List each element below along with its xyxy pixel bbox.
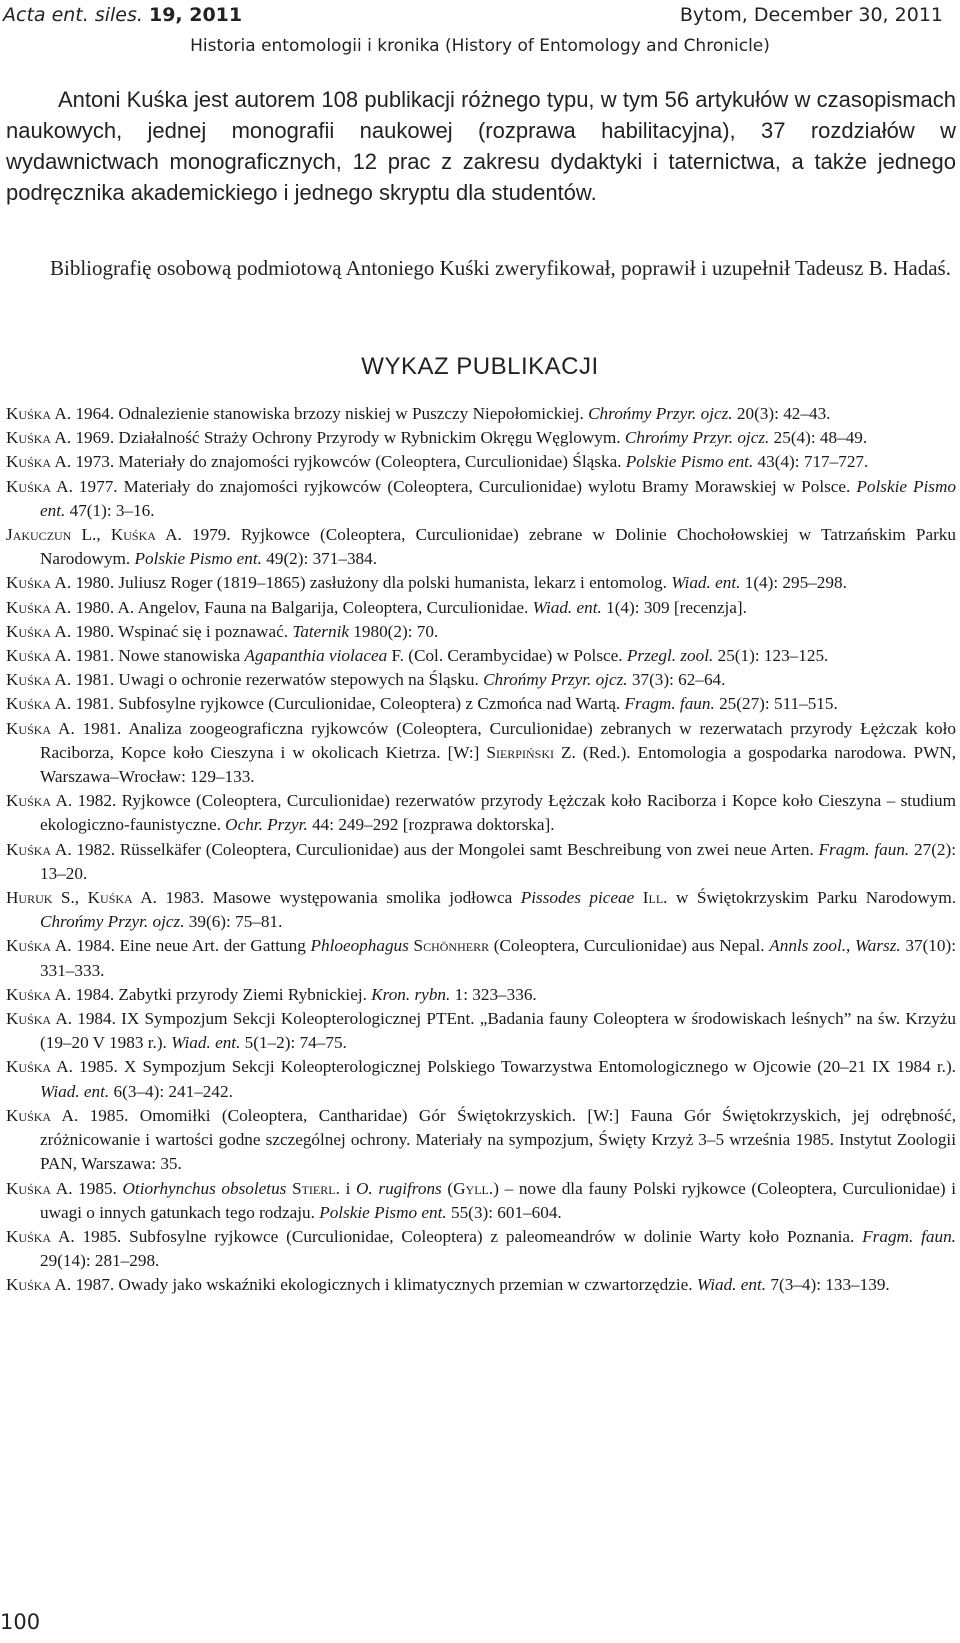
author-name: Kuśka A. — [6, 452, 72, 472]
entry-text: 1(4): 295–298. — [740, 573, 847, 593]
entry-text: 49(2): 371–384. — [261, 549, 378, 569]
author-name: Kuśka A. — [6, 791, 73, 811]
entry-text: 1987. Owady jako wskaźniki ekologicznych i klimatycznych przemian w czwartorzędzie. — [71, 1275, 697, 1295]
entry-text: 1985. X Sympozjum Sekcji Koleopterologicznej Polskiego Towarzystwa Entomologicznego w Ojcowie (20–21 IX 1984 r.). — [72, 1057, 956, 1077]
bibliography-entry — [6, 1225, 956, 1273]
entry-text: 1979. Ryjkowce (Coleoptera, Curculionidae) zebrane w Dolinie Chochołowskiej w Tatrzańskim Parku Narodowym. — [40, 525, 956, 569]
entry-text: 1973. Materiały do znajomości ryjkowców (Coleoptera, Curculionidae) Śląska. — [71, 452, 626, 472]
italic-title: Fragm. faun. — [624, 694, 715, 714]
entry-text — [634, 888, 643, 907]
author-name: Kuśka A. — [6, 1009, 73, 1029]
bibliography-entry — [6, 1104, 956, 1177]
entry-text: i — [339, 1178, 357, 1198]
entry-text: 1980(2): 70. — [348, 621, 439, 641]
entry-text: ( — [441, 1178, 454, 1198]
entry-text: 5(1–2): 74–75. — [240, 1033, 347, 1053]
publication-list-heading: WYKAZ PUBLIKACJI — [361, 353, 599, 380]
entry-text: 37(10): 331–333. — [40, 936, 956, 980]
italic-title: Polskie Pismo ent. — [134, 549, 262, 569]
bibliography-entry — [6, 523, 956, 571]
entry-text: 43(4): 717–727. — [753, 452, 869, 472]
entry-text: (Coleoptera, Curculionidae) aus Nepal. — [489, 936, 770, 956]
entry-text: 1981. Subfosylne ryjkowce (Curculionidae, Coleoptera) z Czmońca nad Wartą. — [71, 694, 625, 714]
italic-title: Wiad. ent. — [40, 1081, 110, 1101]
bibliography-entry — [6, 426, 956, 450]
journal-volume-year: 19, 2011 — [148, 4, 243, 26]
bibliography-entry — [6, 596, 956, 620]
author-name: Kuśka A. — [6, 646, 72, 666]
author-name: Kuśka A. — [6, 1275, 72, 1295]
verification-note-text: Bibliografię osobową podmiotową Antoniego Kuśki zweryfikował, poprawił i uzupełnił Tadeusz B. Hadaś. — [50, 256, 951, 280]
section-title: Historia entomologii i kronika (History of Entomology and Chronicle) — [190, 36, 770, 56]
entry-text: 1980. Wspinać się i poznawać. — [71, 621, 293, 641]
italic-title: Wiad. ent. — [171, 1033, 241, 1053]
author-name: Ill. — [642, 888, 668, 908]
entry-text: 25(4): 48–49. — [769, 428, 868, 448]
entry-text: 1980. A. Angelov, Fauna na Balgarija, Coleoptera, Curculionidae. — [71, 597, 533, 617]
author-name: Gyll. — [453, 1178, 494, 1198]
author-name: Kuśka A. — [6, 621, 72, 641]
author-name: Kuśka A. — [6, 670, 72, 690]
author-name: Stierl. — [292, 1178, 340, 1198]
italic-title: Wiad. ent. — [532, 597, 602, 617]
entry-text: 1984. IX Sympozjum Sekcji Koleopterologicznej PTEnt. „Badania fauny Coleoptera w środowiskach leśnych” na św. Krzyżu (19–20 V 1983 r.). — [40, 1009, 956, 1053]
author-name: Kuśka A. — [6, 984, 72, 1004]
italic-title: Chrońmy Przyr. ojcz. — [483, 670, 628, 690]
author-name: Kuśka A. — [6, 936, 72, 956]
bibliography-entry — [6, 1273, 956, 1297]
italic-title: Kron. rybn. — [371, 984, 451, 1004]
entry-text: (Red.). Entomologia a gospodarka narodowa. PWN, Warszawa–Wrocław: 129–133. — [40, 742, 957, 787]
page-number: 100 — [0, 1610, 41, 1634]
bibliography-entry — [6, 475, 956, 523]
entry-text: 44: 249–292 [rozprawa doktorska]. — [307, 815, 555, 835]
entry-text: 25(27): 511–515. — [714, 694, 838, 714]
journal-reference — [3, 4, 242, 26]
entry-text: 25(1): 123–125. — [713, 646, 829, 666]
journal-name: Acta ent. siles. — [3, 4, 143, 26]
italic-title: Chrońmy Przyr. ojcz. — [40, 912, 185, 932]
entry-text: 1981. Uwagi o ochronie rezerwatów stepowych na Śląsku. — [71, 670, 484, 690]
intro-paragraph — [6, 84, 956, 208]
italic-title: Chrońmy Przyr. ojcz. — [588, 404, 733, 423]
italic-title: Wiad. ent. — [696, 1275, 767, 1295]
bibliography-entry — [6, 789, 956, 837]
entry-text: 1(4): 309 [recenzja]. — [601, 597, 747, 617]
author-name: Kuśka A. — [6, 1226, 75, 1246]
entry-text: 1964. Odnalezienie stanowiska brzozy niskiej w Puszczy Niepołomickiej. — [71, 404, 589, 423]
author-name: Kuśka A. — [6, 1105, 79, 1125]
italic-title: Agapanthia violacea — [244, 646, 388, 666]
entry-text: 1980. Juliusz Roger (1819–1865) zasłużony dla polski humanista, lekarz i entomolog. — [71, 573, 672, 593]
author-name: Kuśka A. — [6, 1057, 73, 1077]
entry-text: , — [96, 525, 111, 545]
entry-text: 55(3): 601–604. — [446, 1202, 562, 1222]
bibliography-entry — [6, 934, 956, 982]
entry-text: 1969. Działalność Straży Ochrony Przyrody w Rybnickim Okręgu Węglowym. — [71, 428, 625, 448]
bibliography-entry — [6, 717, 956, 790]
entry-text: ) – nowe dla fauny Polski ryjkowce (Coleoptera, Curculionidae) i uwagi o innych gatunkach tego rodzaju. — [40, 1178, 957, 1222]
author-name: Kuśka A. — [6, 1178, 73, 1198]
entry-text: 1984. Zabytki przyrody Ziemi Rybnickiej. — [71, 984, 372, 1004]
author-name: Kuśka A. — [6, 694, 72, 714]
italic-title: Fragm. faun. — [818, 839, 910, 859]
page-header — [0, 0, 960, 60]
bibliography-entry — [6, 886, 956, 934]
author-name: Kuśka A. — [6, 839, 72, 859]
author-name: Kuśka A. — [6, 718, 75, 738]
entry-text: 37(3): 62–64. — [627, 670, 726, 690]
italic-title: Chrońmy Przyr. ojcz. — [624, 428, 770, 448]
entry-text: 7(3–4): 133–139. — [766, 1275, 890, 1295]
italic-title: Przegl. zool. — [626, 646, 714, 666]
entry-text: 1982. Ryjkowce (Coleoptera, Curculionidae) rezerwatów przyrody Łężczak koło Raciborza i Kopce koło Cieszyna – studium ekologiczno-faunistyczne. — [40, 791, 956, 835]
bibliography-entry — [6, 620, 956, 644]
entry-text: 47(1): 3–16. — [65, 500, 155, 520]
bibliography-list — [6, 402, 956, 1298]
author-name: Kuśka A. — [110, 525, 182, 545]
entry-text: 1: 323–336. — [450, 984, 537, 1004]
author-name: Kuśka A. — [6, 597, 72, 617]
italic-title: Otiorhynchus obsoletus — [122, 1178, 287, 1198]
entry-text: 1981. Nowe stanowiska — [71, 646, 245, 666]
entry-text: 1985. — [72, 1178, 123, 1198]
bibliography-entry — [6, 402, 956, 426]
entry-text: F. (Col. Cerambycidae) w Polsce. — [387, 646, 627, 666]
entry-text: w Świętokrzyskim Parku Narodowym. — [667, 888, 956, 908]
bibliography-entry — [6, 450, 956, 474]
entry-text: 29(14): 281–298. — [40, 1251, 160, 1271]
bibliography-entry — [6, 692, 956, 716]
bibliography-entry — [6, 1007, 956, 1055]
bibliography-entry — [6, 668, 956, 692]
entry-text: 1985. Subfosylne ryjkowce (Curculionidae, Coleoptera) z paleomeandrów w dolinie Warty koło Poznania. — [74, 1226, 863, 1246]
italic-title: Fragm. faun. — [862, 1226, 956, 1246]
italic-title: O. rugifrons — [356, 1178, 442, 1198]
bibliography-entry — [6, 571, 956, 595]
entry-text: 20(3): 42–43. — [732, 404, 831, 423]
bibliography-entry — [6, 1055, 956, 1103]
author-name: Huruk S. — [6, 888, 75, 908]
entry-text: 1983. Masowe występowania smolika jodłowca — [156, 888, 521, 908]
italic-title: Polskie Pismo ent. — [40, 476, 956, 520]
verification-note — [6, 253, 956, 284]
italic-title: Phloeophagus — [310, 936, 409, 956]
entry-text: 1985. Omomiłki (Coleoptera, Cantharidae) Gór Świętokrzyskich. [W:] Fauna Gór Świętokrzyskich, jej odrębność, zróżnicowanie i wartości godne szczególnej ochrony. Materiały na sympozjum, Święty Krzyż 3–5 września 1985. Instytut Zoologii PAN, Warszawa: 35. — [40, 1105, 956, 1174]
entry-text: , — [74, 888, 88, 908]
entry-text: 27(2): 13–20. — [40, 839, 957, 883]
bibliography-entry — [6, 644, 956, 668]
bibliography-entry — [6, 838, 956, 886]
entry-text: 1977. Materiały do znajomości ryjkowców (Coleoptera, Curculionidae) wylotu Bramy Morawskiej w Polsce. — [72, 476, 857, 496]
author-name: Kuśka A. — [6, 573, 72, 593]
italic-title: Ochr. Przyr. — [225, 815, 308, 835]
italic-title: Wiad. ent. — [671, 573, 741, 593]
author-name: Schönherr — [413, 936, 490, 956]
author-name: Kuśka A. — [87, 888, 157, 908]
italic-title: Pissodes piceae — [520, 888, 635, 908]
publication-place-date: Bytom, December 30, 2011 — [679, 4, 943, 26]
entry-text: 39(6): 75–81. — [184, 912, 283, 932]
entry-text: 1981. Analiza zoogeograficzna ryjkowców (Coleoptera, Curculionidae) zebranych w rezerwatach przyrody Łężczak koło Raciborza, Kopce koło Cieszyna i w okolicach Kietrza. [W:] — [40, 718, 956, 762]
author-name: Sierpiński Z. — [486, 742, 576, 762]
italic-title: Annls zool., Warsz. — [769, 936, 901, 956]
entry-text: 1982. Rüsselkäfer (Coleoptera, Curculionidae) aus der Mongolei samt Beschreibung von zwei neue Arten. — [71, 839, 819, 859]
intro-text: Antoni Kuśka jest autorem 108 publikacji różnego typu, w tym 56 artykułów w czasopismach naukowych, jednej monografii naukowej (rozprawa habilitacyjna), 37 rozdziałów w wydawnictwach monograficznych, 12 prac z zakresu dydaktyki i taternictwa, a także jednego podręcznika akademickiego i jednego skryptu dla studentów. — [6, 87, 956, 205]
bibliography-entry — [6, 983, 956, 1007]
author-name: Kuśka A. — [6, 404, 72, 423]
entry-text: 1984. Eine neue Art. der Gattung — [71, 936, 311, 956]
author-name: Kuśka A. — [6, 428, 72, 448]
italic-title: Polskie Pismo ent. — [319, 1202, 447, 1222]
entry-text: 6(3–4): 241–242. — [109, 1081, 233, 1101]
italic-title: Polskie Pismo ent. — [625, 452, 754, 472]
author-name: Kuśka A. — [6, 476, 73, 496]
author-name: Jakuczun L. — [6, 525, 97, 545]
bibliography-entry — [6, 1177, 956, 1225]
italic-title: Taternik — [292, 621, 349, 641]
